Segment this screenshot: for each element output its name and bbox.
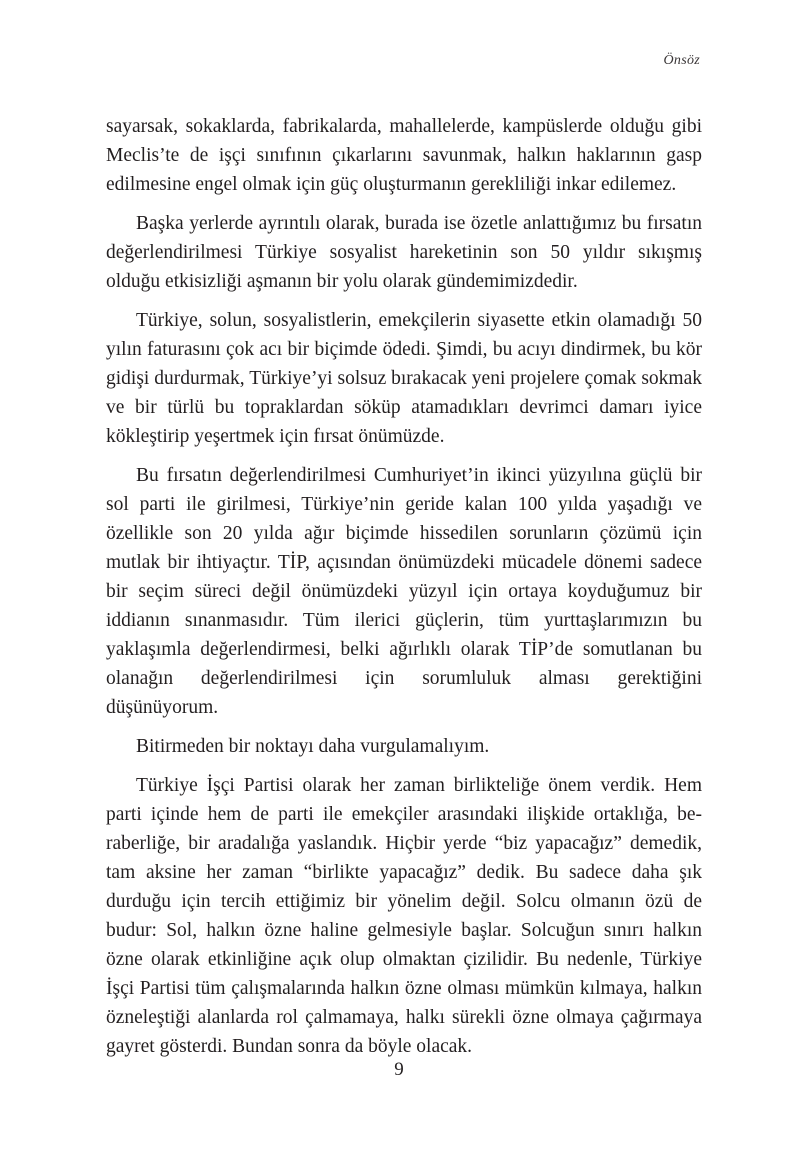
body-text <box>106 112 702 1071</box>
paragraph: Başka yerlerde ayrıntılı olarak, burada ise özetle anlattığımız bu fırsatın değerlendirilmesi Türkiye sosyalist hareketinin son 50 yıldır sıkışmış olduğu etkisizliği aşmanın bir yolu olarak gündemimizdedir. <box>106 213 702 292</box>
paragraph: Bitirmeden bir noktayı daha vurgulamalıyım. <box>136 736 490 757</box>
page-number: 9 <box>394 1059 404 1080</box>
running-head-title: Önsöz <box>663 53 700 68</box>
paragraph: Bu fırsatın değerlendirilmesi Cumhuriyet’in ikinci yüzyılına güçlü bir sol parti ile girilmesi, Türkiye’nin geride kalan 100 yılda yaşadığı ve özellikle son 20 yılda ağır biçimde hissedilen sorunların çözümü için mutlak bir ihtiyaçtır. TİP, açısından önümüzdeki mücadele dönemi sadece bir seçim süreci değil önümüzdeki yüzyıl için ortaya koyduğumuz bir iddianın sınanmasıdır. Tüm ilerici güçlerin, tüm yurttaşlarımızın bu yaklaşımla değerlendirmesi, belki ağırlıklı olarak TİP’de somutlanan bu olanağın değerlendirilmesi için sorumluluk alması gerektiğini düşünüyorum. <box>106 465 702 718</box>
paragraph: Türkiye İşçi Partisi olarak her zaman birlikteliğe önem verdik. Hem parti içinde hem de parti ile emekçiler arasındaki ilişkide ortaklığa, beraberliğe, bir aradalığa yaslandık. Hiçbir yerde “biz yapacağız” demedik, tam aksine her zaman “birlikte yapacağız” dedik. Bu sadece daha şık durduğu için tercih ettiğimiz bir yönelim değil. Solcu olmanın özü de budur: Sol, halkın özne haline gelmesiyle başlar. Solcuğun sınırı halkın özne olarak etkinliğine açık olup olmaktan çizilidir. Bu nedenle, Türkiye İşçi Partisi tüm çalışmalarında halkın özne olması mümkün kılmaya, halkın özneleştiği alanlarda rol çalmamaya, halkı sürekli özne olmaya çağırmaya gayret gösterdi. Bundan sonra da böyle olacak. <box>106 775 702 1057</box>
paragraph: Türkiye, solun, sosyalistlerin, emekçilerin siyasette etkin olamadığı 50 yılın faturasını çok acı bir biçimde ödedi. Şimdi, bu acıyı dindirmek, bu kör gidişi durdurmak, Türkiye’yi solsuz bırakacak yeni projelere çomak sokmak ve bir türlü bu topraklardan söküp atamadıkları devrimci damarı iyice kökleştirip yeşertmek için fırsat önümüzde. <box>106 310 702 447</box>
paragraph-continued: sayarsak, sokaklarda, fabrikalarda, mahallelerde, kampüslerde olduğu gibi Meclis’te de işçi sınıfının çıkarlarını savunmak, halkın haklarının gasp edilmesine engel olmak için güç oluşturmanın gerekliliği inkar edilemez. <box>106 116 702 195</box>
